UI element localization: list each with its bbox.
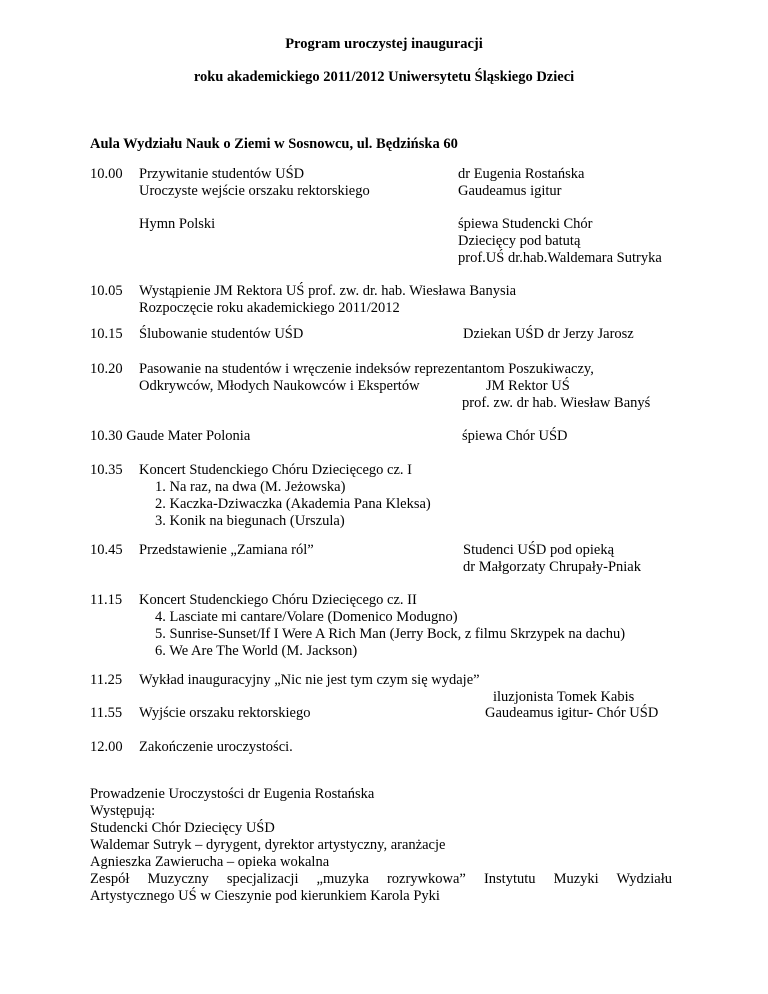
footer-band-line2: Artystycznego UŚ w Cieszynie pod kierunkiem Karola Pyki [90, 888, 440, 904]
footer-vocal: Agnieszka Zawierucha – opieka wokalna [90, 854, 330, 870]
event-1200-line1: Zakończenie uroczystości. [139, 739, 293, 755]
hymn-performer1: śpiewa Studencki Chór [458, 216, 593, 232]
event-1155-line1: Wyjście orszaku rektorskiego [139, 705, 311, 721]
event-1125-line1: Wykład inauguracyjny „Nic nie jest tym czym się wydaje” [139, 672, 480, 688]
event-1000-line1: Przywitanie studentów UŚD [139, 166, 305, 182]
hymn-performer3: prof.UŚ dr.hab.Waldemara Sutryka [458, 250, 662, 266]
footer-choir: Studencki Chór Dziecięcy UŚD [90, 820, 275, 836]
event-1020-line1: Pasowanie na studentów i wręczenie indeksów reprezentantom Poszukiwaczy, [139, 361, 594, 377]
footer-conductor: Waldemar Sutryk – dyrygent, dyrektor artystyczny, aranżacje [90, 837, 446, 853]
title-line-2: roku akademickiego 2011/2012 Uniwersytetu Śląskiego Dzieci [193, 69, 575, 85]
event-1045-performer1: Studenci UŚD pod opieką [463, 542, 615, 558]
time-1000: 10.00 [90, 166, 123, 182]
time-1005: 10.05 [90, 283, 123, 299]
event-1035-item2: 2. Kaczka-Dziwaczka (Akademia Pana Kleksa) [155, 496, 431, 512]
event-1005-line2: Rozpoczęcie roku akademickiego 2011/2012 [139, 300, 400, 316]
footer-band-line1: Zespół Muzyczny specjalizacji „muzyka rozrywkowa” Instytutu Muzyki Wydziału [90, 871, 672, 887]
time-1015: 10.15 [90, 326, 123, 342]
event-1125-performer1: iluzjonista Tomek Kabis [493, 689, 635, 705]
event-1015-performer1: Dziekan UŚD dr Jerzy Jarosz [463, 326, 634, 342]
event-1115-item6: 6. We Are The World (M. Jackson) [155, 643, 358, 659]
event-1035-item1: 1. Na raz, na dwa (M. Jeżowska) [155, 479, 346, 495]
hymn-title: Hymn Polski [139, 216, 216, 232]
hymn-performer2: Dziecięcy pod batutą [458, 233, 581, 249]
event-1030-performer1: śpiewa Chór UŚD [462, 428, 568, 444]
time-1035: 10.35 [90, 462, 123, 478]
time-1020: 10.20 [90, 361, 123, 377]
footer-performers-label: Występują: [90, 803, 156, 819]
event-1005-line1: Wystąpienie JM Rektora UŚ prof. zw. dr. hab. Wiesława Banysia [139, 283, 517, 299]
event-1155-performer1: Gaudeamus igitur- Chór UŚD [485, 705, 659, 721]
event-1035-line1: Koncert Studenckiego Chóru Dziecięcego cz. I [139, 462, 412, 478]
event-1000-performer2: Gaudeamus igitur [458, 183, 562, 199]
event-1045-line1: Przedstawienie „Zamiana ról” [139, 542, 314, 558]
event-1115-item4: 4. Lasciate mi cantare/Volare (Domenico Modugno) [155, 609, 458, 625]
time-1045: 10.45 [90, 542, 123, 558]
time-1125: 11.25 [90, 672, 123, 688]
event-1020-performer1: JM Rektor UŚ [486, 378, 570, 394]
event-1000-performer1: dr Eugenia Rostańska [458, 166, 585, 182]
time-1155: 11.55 [90, 705, 123, 721]
event-1000-line2: Uroczyste wejście orszaku rektorskiego [139, 183, 370, 199]
event-1035-item3: 3. Konik na biegunach (Urszula) [155, 513, 345, 529]
event-1115-item5: 5. Sunrise-Sunset/If I Were A Rich Man (Jerry Bock, z filmu Skrzypek na dachu) [155, 626, 626, 642]
event-1020-performer2: prof. zw. dr hab. Wiesław Banyś [462, 395, 651, 411]
footer-host: Prowadzenie Uroczystości dr Eugenia Rostańska [90, 786, 375, 802]
event-1115-line1: Koncert Studenckiego Chóru Dziecięcego cz. II [139, 592, 417, 608]
event-1030: 10.30 Gaude Mater Polonia [90, 428, 251, 444]
title-line-1: Program uroczystej inauguracji [285, 36, 483, 52]
time-1115: 11.15 [90, 592, 123, 608]
event-1015-line1: Ślubowanie studentów UŚD [139, 326, 304, 342]
time-1200: 12.00 [90, 739, 123, 755]
event-1020-line2: Odkrywców, Młodych Naukowców i Ekspertów [139, 378, 420, 394]
venue-heading: Aula Wydziału Nauk o Ziemi w Sosnowcu, ul. Będzińska 60 [90, 136, 458, 152]
event-1045-performer2: dr Małgorzaty Chrupały-Pniak [463, 559, 641, 575]
